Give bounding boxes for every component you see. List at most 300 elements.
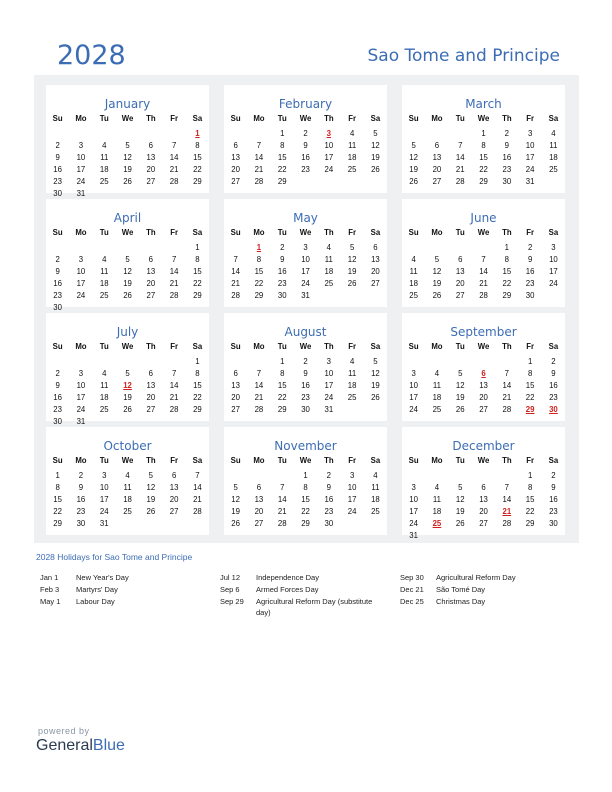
day-cell: 9 bbox=[504, 140, 509, 150]
holiday-row-name: Martyrs' Day bbox=[76, 585, 118, 594]
weekday-header bbox=[46, 342, 209, 354]
day-cell: 10 bbox=[324, 368, 334, 378]
day-cell: 16 bbox=[549, 380, 558, 390]
day-cell: 27 bbox=[169, 506, 179, 516]
month-name: June bbox=[470, 211, 497, 225]
day-cell: 27 bbox=[254, 518, 264, 528]
day-cell: 1 bbox=[303, 471, 308, 480]
day-cell: 26 bbox=[432, 290, 442, 300]
day-cell: 27 bbox=[146, 404, 156, 414]
day-cell: 7 bbox=[171, 368, 177, 378]
day-cell: 16 bbox=[502, 152, 512, 162]
weekday-label: Su bbox=[230, 342, 241, 351]
day-cell: 24 bbox=[301, 278, 310, 288]
day-cell: 25 bbox=[99, 176, 109, 186]
day-cell: 2 bbox=[303, 129, 308, 138]
day-cell: 13 bbox=[146, 266, 156, 276]
day-cell: 28 bbox=[254, 176, 264, 186]
weekday-label: Mo bbox=[253, 456, 265, 465]
day-cell: 21 bbox=[502, 392, 512, 402]
day-cell: 17 bbox=[409, 392, 418, 402]
holiday-row-name: Agricultural Reform Day (substitute day) bbox=[256, 597, 373, 617]
day-cell: 23 bbox=[301, 164, 310, 174]
weekday-label: We bbox=[299, 114, 312, 123]
weekday-label: We bbox=[477, 342, 490, 351]
month-may bbox=[224, 199, 387, 307]
weekday-label: We bbox=[477, 228, 490, 237]
day-cell: 3 bbox=[303, 243, 308, 252]
day-cell: 6 bbox=[148, 140, 153, 150]
day-cell: 8 bbox=[195, 368, 200, 378]
day-cell: 19 bbox=[347, 266, 357, 276]
day-cell: 23 bbox=[277, 278, 287, 288]
day-cell: 11 bbox=[324, 254, 333, 264]
day-cell: 5 bbox=[373, 357, 378, 366]
day-cell: 24 bbox=[324, 392, 334, 402]
month-name: May bbox=[293, 211, 318, 225]
day-cell: 18 bbox=[324, 266, 334, 276]
day-cell: 22 bbox=[277, 164, 287, 174]
day-cell: 4 bbox=[102, 254, 107, 264]
day-cell: 9 bbox=[303, 368, 308, 378]
day-cell: 3 bbox=[349, 471, 355, 480]
weekday-label: Fr bbox=[348, 456, 357, 465]
weekday-label: Mo bbox=[75, 228, 87, 237]
weekday-label: Mo bbox=[431, 114, 443, 123]
day-cell: 6 bbox=[373, 243, 378, 252]
day-cell: 28 bbox=[169, 404, 179, 414]
weekday-label: We bbox=[477, 114, 490, 123]
day-cell: 3 bbox=[78, 254, 84, 264]
holiday-date: 12 bbox=[123, 380, 132, 390]
day-cell: 2 bbox=[78, 471, 84, 480]
day-cell: 2 bbox=[55, 368, 60, 378]
weekday-label: Fr bbox=[348, 114, 357, 123]
weekday-label: Fr bbox=[170, 456, 179, 465]
day-cell: 22 bbox=[254, 278, 264, 288]
day-cell: 12 bbox=[231, 494, 240, 504]
day-cell: 1 bbox=[527, 471, 533, 480]
day-cell: 18 bbox=[432, 506, 442, 516]
day-cell: 19 bbox=[409, 164, 418, 174]
weekday-label: Th bbox=[146, 114, 156, 123]
day-cell: 8 bbox=[280, 140, 285, 150]
holiday-date: 3 bbox=[326, 129, 331, 138]
day-cell: 13 bbox=[479, 494, 488, 504]
day-cell: 27 bbox=[371, 278, 380, 288]
weekday-label: Sa bbox=[548, 114, 559, 123]
day-cell: 10 bbox=[409, 380, 418, 390]
day-cell: 3 bbox=[78, 368, 84, 378]
weekday-label: Sa bbox=[548, 456, 559, 465]
day-cell: 9 bbox=[527, 254, 533, 264]
day-cell: 8 bbox=[481, 140, 486, 150]
day-cell: 5 bbox=[125, 254, 130, 264]
weekday-label: Th bbox=[502, 114, 512, 123]
day-cell: 16 bbox=[549, 494, 558, 504]
day-cell: 14 bbox=[254, 380, 264, 390]
holiday-date: 25 bbox=[432, 518, 442, 528]
day-cell: 21 bbox=[231, 278, 240, 288]
day-cell: 15 bbox=[502, 266, 512, 276]
holiday-row-name: Independence Day bbox=[256, 573, 319, 582]
day-cell: 16 bbox=[53, 392, 62, 402]
month-name: September bbox=[450, 325, 517, 339]
day-cell: 17 bbox=[324, 380, 334, 390]
day-cell: 1 bbox=[55, 471, 60, 480]
weekday-label: We bbox=[121, 228, 134, 237]
day-cell: 16 bbox=[301, 152, 310, 162]
weekday-label: We bbox=[121, 114, 134, 123]
holiday-row-name: New Year's Day bbox=[76, 573, 129, 582]
day-cell: 14 bbox=[231, 266, 240, 276]
weekday-label: Mo bbox=[253, 114, 265, 123]
weekday-label: Su bbox=[52, 342, 63, 351]
day-cell: 8 bbox=[195, 254, 200, 264]
day-cell: 27 bbox=[479, 404, 488, 414]
day-cell: 27 bbox=[231, 176, 240, 186]
day-cell: 20 bbox=[455, 278, 465, 288]
day-cell: 6 bbox=[434, 140, 440, 150]
month-name: August bbox=[284, 325, 327, 339]
weekday-header bbox=[224, 342, 387, 354]
weekday-label: Th bbox=[146, 456, 156, 465]
day-cell: 26 bbox=[455, 518, 465, 528]
day-cell: 23 bbox=[53, 290, 62, 300]
holiday-row-date: Feb 3 bbox=[40, 585, 60, 594]
month-march bbox=[402, 85, 565, 193]
month-name: January bbox=[104, 97, 151, 111]
holiday-row-date: Sep 29 bbox=[220, 597, 244, 606]
holiday-row-date: Dec 25 bbox=[400, 597, 424, 606]
month-name: December bbox=[452, 439, 515, 453]
day-cell: 28 bbox=[502, 404, 512, 414]
holiday-date: 29 bbox=[525, 404, 535, 414]
day-cell: 28 bbox=[277, 518, 287, 528]
day-cell: 17 bbox=[76, 164, 86, 174]
weekday-label: Fr bbox=[526, 342, 535, 351]
day-cell: 25 bbox=[371, 506, 380, 516]
weekday-label: Fr bbox=[526, 228, 535, 237]
day-cell: 9 bbox=[326, 482, 331, 492]
weekday-label: Mo bbox=[253, 342, 265, 351]
month-name: February bbox=[278, 97, 333, 111]
weekday-label: Th bbox=[324, 114, 334, 123]
day-cell: 28 bbox=[193, 506, 202, 516]
day-cell: 19 bbox=[123, 278, 132, 288]
weekday-label: Su bbox=[408, 342, 419, 351]
day-cell: 7 bbox=[256, 368, 262, 378]
day-cell: 18 bbox=[432, 392, 442, 402]
day-cell: 3 bbox=[78, 140, 84, 150]
day-cell: 8 bbox=[256, 254, 262, 264]
day-cell: 9 bbox=[303, 140, 308, 150]
day-cell: 6 bbox=[148, 368, 153, 378]
day-cell: 28 bbox=[502, 518, 512, 528]
day-cell: 31 bbox=[76, 188, 86, 198]
day-cell: 24 bbox=[525, 164, 535, 174]
weekday-label: Su bbox=[408, 114, 419, 123]
day-cell: 7 bbox=[256, 140, 262, 150]
day-cell: 14 bbox=[169, 380, 179, 390]
day-cell: 21 bbox=[277, 506, 287, 516]
day-cell: 7 bbox=[171, 254, 177, 264]
day-cell: 16 bbox=[301, 380, 310, 390]
day-cell: 4 bbox=[411, 254, 416, 264]
day-cell: 29 bbox=[254, 290, 264, 300]
day-cell: 22 bbox=[193, 392, 202, 402]
day-cell: 11 bbox=[100, 152, 109, 162]
weekday-label: Sa bbox=[548, 228, 559, 237]
weekday-label: Th bbox=[502, 456, 512, 465]
day-cell: 25 bbox=[99, 290, 109, 300]
holiday-row-name: Agricultural Reform Day bbox=[436, 573, 516, 582]
day-cell: 24 bbox=[549, 278, 558, 288]
holiday-date: 30 bbox=[549, 404, 558, 414]
month-name: November bbox=[274, 439, 337, 453]
day-cell: 11 bbox=[409, 266, 418, 276]
weekday-label: Fr bbox=[170, 228, 179, 237]
month-january bbox=[46, 85, 209, 198]
day-cell: 9 bbox=[280, 254, 285, 264]
holiday-row-name: Armed Forces Day bbox=[256, 585, 319, 594]
day-cell: 22 bbox=[277, 392, 287, 402]
day-cell: 8 bbox=[195, 140, 200, 150]
day-cell: 19 bbox=[123, 164, 132, 174]
day-cell: 7 bbox=[195, 471, 200, 480]
day-cell: 4 bbox=[125, 471, 130, 480]
day-cell: 24 bbox=[347, 506, 357, 516]
day-cell: 28 bbox=[254, 404, 264, 414]
day-cell: 28 bbox=[231, 290, 240, 300]
day-cell: 26 bbox=[371, 392, 380, 402]
day-cell: 15 bbox=[193, 266, 202, 276]
day-cell: 11 bbox=[348, 140, 357, 150]
day-cell: 17 bbox=[409, 506, 418, 516]
weekday-label: Fr bbox=[170, 342, 179, 351]
weekday-label: Th bbox=[324, 342, 334, 351]
day-cell: 12 bbox=[347, 254, 357, 264]
day-cell: 13 bbox=[371, 254, 380, 264]
day-cell: 14 bbox=[502, 494, 512, 504]
day-cell: 23 bbox=[53, 176, 62, 186]
day-cell: 8 bbox=[280, 368, 285, 378]
month-september bbox=[402, 313, 565, 421]
weekday-label: Sa bbox=[548, 342, 559, 351]
month-december bbox=[402, 427, 565, 540]
day-cell: 27 bbox=[455, 290, 465, 300]
holiday-row-name: Labour Day bbox=[76, 597, 115, 606]
day-cell: 6 bbox=[481, 482, 486, 492]
day-cell: 12 bbox=[123, 152, 132, 162]
day-cell: 25 bbox=[347, 392, 357, 402]
day-cell: 26 bbox=[123, 290, 132, 300]
weekday-label: Tu bbox=[99, 342, 109, 351]
weekday-label: Tu bbox=[99, 114, 109, 123]
generalblue-logo bbox=[36, 737, 125, 755]
day-cell: 1 bbox=[280, 357, 285, 366]
day-cell: 23 bbox=[301, 392, 310, 402]
holiday-row-name: Christmas Day bbox=[436, 597, 486, 606]
day-cell: 2 bbox=[504, 129, 509, 138]
holiday-row-date: May 1 bbox=[40, 597, 61, 606]
day-cell: 20 bbox=[231, 164, 240, 174]
day-cell: 26 bbox=[347, 278, 357, 288]
weekday-label: Fr bbox=[170, 114, 179, 123]
weekday-label: Sa bbox=[370, 228, 381, 237]
day-cell: 4 bbox=[326, 243, 331, 252]
day-cell: 22 bbox=[301, 506, 310, 516]
weekday-label: Su bbox=[230, 456, 241, 465]
weekday-label: Su bbox=[52, 456, 63, 465]
day-cell: 20 bbox=[432, 164, 442, 174]
weekday-label: Th bbox=[502, 228, 512, 237]
day-cell: 8 bbox=[504, 254, 509, 264]
month-name: April bbox=[113, 211, 142, 225]
day-cell: 7 bbox=[504, 368, 509, 378]
day-cell: 23 bbox=[525, 278, 535, 288]
day-cell: 12 bbox=[146, 482, 156, 492]
day-cell: 19 bbox=[455, 392, 465, 402]
day-cell: 2 bbox=[527, 243, 533, 252]
weekday-label: Fr bbox=[526, 114, 535, 123]
holiday-date: 1 bbox=[195, 129, 200, 138]
month-october bbox=[46, 427, 209, 535]
day-cell: 24 bbox=[409, 518, 418, 528]
day-cell: 9 bbox=[551, 482, 556, 492]
day-cell: 11 bbox=[100, 266, 109, 276]
day-cell: 31 bbox=[76, 416, 86, 426]
weekday-label: Fr bbox=[348, 342, 357, 351]
day-cell: 13 bbox=[432, 152, 442, 162]
day-cell: 14 bbox=[455, 152, 465, 162]
weekday-label: Th bbox=[502, 342, 512, 351]
day-cell: 11 bbox=[432, 494, 441, 504]
day-cell: 26 bbox=[371, 164, 380, 174]
day-cell: 13 bbox=[146, 152, 156, 162]
day-cell: 7 bbox=[458, 140, 463, 150]
weekday-label: Fr bbox=[526, 456, 535, 465]
weekday-label: Sa bbox=[370, 456, 381, 465]
day-cell: 26 bbox=[123, 404, 132, 414]
day-cell: 11 bbox=[432, 380, 441, 390]
weekday-header bbox=[46, 456, 209, 468]
weekday-label: Tu bbox=[455, 342, 465, 351]
weekday-label: Th bbox=[146, 342, 156, 351]
day-cell: 20 bbox=[169, 494, 179, 504]
holidays-title: 2028 Holidays for Sao Tome and Principe bbox=[36, 552, 193, 562]
day-cell: 12 bbox=[455, 494, 465, 504]
day-cell: 29 bbox=[479, 176, 488, 186]
holiday-row-date: Dec 21 bbox=[400, 585, 424, 594]
day-cell: 10 bbox=[525, 140, 535, 150]
day-cell: 31 bbox=[301, 290, 310, 300]
day-cell: 11 bbox=[123, 482, 132, 492]
day-cell: 30 bbox=[53, 302, 62, 312]
day-cell: 20 bbox=[254, 506, 264, 516]
day-cell: 10 bbox=[301, 254, 310, 264]
day-cell: 2 bbox=[551, 471, 556, 480]
weekday-label: Su bbox=[230, 114, 241, 123]
day-cell: 10 bbox=[76, 152, 86, 162]
day-cell: 1 bbox=[527, 357, 533, 366]
day-cell: 30 bbox=[277, 290, 287, 300]
weekday-label: We bbox=[299, 228, 312, 237]
day-cell: 5 bbox=[411, 140, 416, 150]
weekday-label: Tu bbox=[277, 456, 287, 465]
day-cell: 14 bbox=[502, 380, 512, 390]
day-cell: 16 bbox=[525, 266, 535, 276]
day-cell: 17 bbox=[549, 266, 558, 276]
weekday-label: Sa bbox=[192, 456, 203, 465]
day-cell: 23 bbox=[549, 392, 558, 402]
day-cell: 25 bbox=[409, 290, 418, 300]
day-cell: 1 bbox=[195, 357, 200, 366]
day-cell: 15 bbox=[53, 494, 62, 504]
weekday-header bbox=[402, 114, 565, 126]
day-cell: 31 bbox=[409, 530, 418, 540]
day-cell: 23 bbox=[502, 164, 512, 174]
day-cell: 25 bbox=[324, 278, 334, 288]
day-cell: 10 bbox=[347, 482, 357, 492]
day-cell: 14 bbox=[479, 266, 488, 276]
weekday-label: We bbox=[299, 342, 312, 351]
month-name: October bbox=[103, 439, 152, 453]
day-cell: 19 bbox=[146, 494, 156, 504]
day-cell: 18 bbox=[347, 380, 357, 390]
day-cell: 17 bbox=[347, 494, 357, 504]
month-july bbox=[46, 313, 209, 426]
day-cell: 6 bbox=[256, 482, 262, 492]
weekday-label: Mo bbox=[431, 342, 443, 351]
day-cell: 17 bbox=[76, 392, 86, 402]
day-cell: 4 bbox=[349, 129, 355, 138]
day-cell: 29 bbox=[277, 404, 287, 414]
weekday-label: We bbox=[299, 456, 312, 465]
month-name: July bbox=[116, 325, 139, 339]
day-cell: 18 bbox=[99, 278, 109, 288]
day-cell: 11 bbox=[100, 380, 109, 390]
day-cell: 1 bbox=[481, 129, 486, 138]
day-cell: 6 bbox=[458, 254, 463, 264]
weekday-label: Sa bbox=[192, 114, 203, 123]
day-cell: 3 bbox=[527, 129, 533, 138]
weekday-label: Sa bbox=[370, 342, 381, 351]
day-cell: 5 bbox=[125, 140, 130, 150]
day-cell: 18 bbox=[123, 494, 132, 504]
day-cell: 12 bbox=[371, 368, 380, 378]
day-cell: 30 bbox=[502, 176, 512, 186]
month-november bbox=[224, 427, 387, 535]
day-cell: 22 bbox=[502, 278, 512, 288]
weekday-label: Tu bbox=[455, 456, 465, 465]
day-cell: 29 bbox=[193, 404, 202, 414]
day-cell: 20 bbox=[371, 266, 380, 276]
day-cell: 2 bbox=[55, 140, 60, 150]
day-cell: 12 bbox=[432, 266, 442, 276]
day-cell: 22 bbox=[193, 164, 202, 174]
day-cell: 5 bbox=[373, 129, 378, 138]
day-cell: 12 bbox=[455, 380, 465, 390]
day-cell: 1 bbox=[195, 243, 200, 252]
day-cell: 13 bbox=[455, 266, 465, 276]
day-cell: 22 bbox=[525, 392, 535, 402]
weekday-label: Mo bbox=[75, 342, 87, 351]
powered-by-label: powered by bbox=[38, 726, 90, 736]
weekday-label: Su bbox=[52, 114, 63, 123]
weekday-label: Su bbox=[230, 228, 241, 237]
day-cell: 10 bbox=[549, 254, 558, 264]
